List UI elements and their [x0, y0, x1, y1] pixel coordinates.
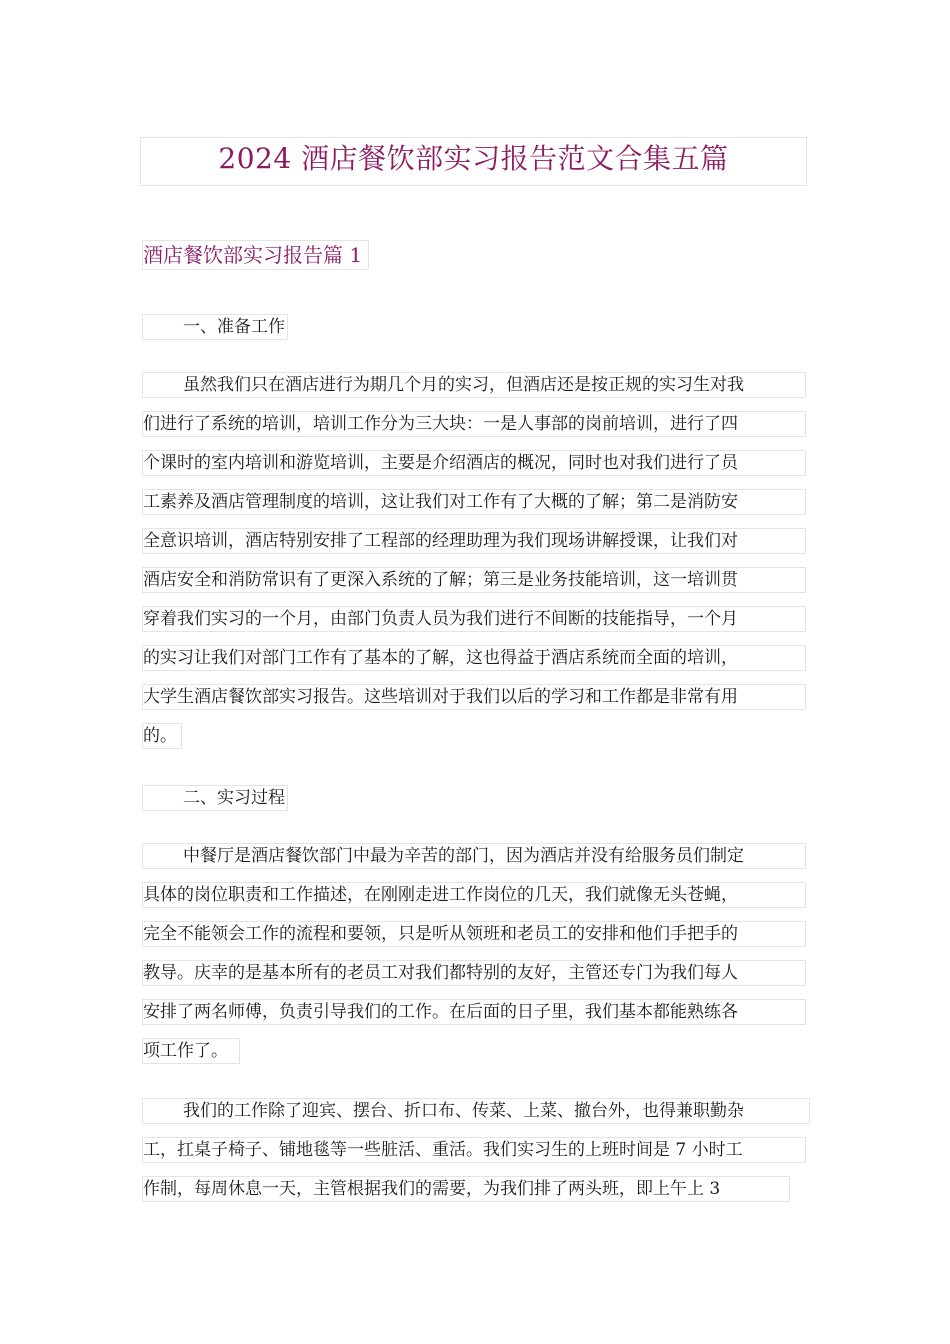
paragraph-line: 具体的岗位职责和工作描述，在刚刚走进工作岗位的几天，我们就像无头苍蝇，: [142, 882, 806, 908]
paragraph-line: 酒店安全和消防常识有了更深入系统的了解；第三是业务技能培训，这一培训贯: [142, 567, 806, 593]
paragraph-line: 虽然我们只在酒店进行为期几个月的实习，但酒店还是按正规的实习生对我: [142, 372, 806, 398]
paragraph-line: 全意识培训，酒店特别安排了工程部的经理助理为我们现场讲解授课，让我们对: [142, 528, 806, 554]
paragraph-line: 大学生酒店餐饮部实习报告。这些培训对于我们以后的学习和工作都是非常有用: [142, 684, 806, 710]
paragraph-line: 安排了两名师傅，负责引导我们的工作。在后面的日子里，我们基本都能熟练各: [142, 999, 806, 1025]
paragraph-line: 作制，每周休息一天，主管根据我们的需要，为我们排了两头班，即上午上 3: [142, 1176, 790, 1202]
paragraph-line: 教导。庆幸的是基本所有的老员工对我们都特别的友好，主管还专门为我们每人: [142, 960, 806, 986]
section-heading-preparation: 一、准备工作: [142, 314, 288, 340]
paragraph-line: 项工作了。: [142, 1038, 240, 1064]
paragraph-line: 中餐厅是酒店餐饮部门中最为辛苦的部门，因为酒店并没有给服务员们制定: [142, 843, 806, 869]
paragraph-line: 我们的工作除了迎宾、摆台、折口布、传菜、上菜、撤台外，也得兼职勤杂: [142, 1098, 810, 1124]
paragraph-line: 完全不能领会工作的流程和要领，只是听从领班和老员工的安排和他们手把手的: [142, 921, 806, 947]
paragraph-line: 工素养及酒店管理制度的培训，这让我们对工作有了大概的了解；第二是消防安: [142, 489, 806, 515]
document-subtitle: 酒店餐饮部实习报告篇 1: [142, 240, 369, 270]
paragraph-line: 工，扛桌子椅子、铺地毯等一些脏活、重活。我们实习生的上班时间是 7 小时工: [142, 1137, 806, 1163]
paragraph-line: 的。: [142, 723, 182, 749]
section-heading-internship-process: 二、实习过程: [142, 785, 288, 811]
paragraph-line: 个课时的室内培训和游览培训，主要是介绍酒店的概况，同时也对我们进行了员: [142, 450, 806, 476]
document-title: 2024 酒店餐饮部实习报告范文合集五篇: [140, 137, 807, 186]
paragraph-line: 们进行了系统的培训，培训工作分为三大块：一是人事部的岗前培训，进行了四: [142, 411, 806, 437]
paragraph-line: 的实习让我们对部门工作有了基本的了解，这也得益于酒店系统而全面的培训，: [142, 645, 806, 671]
paragraph-line: 穿着我们实习的一个月，由部门负责人员为我们进行不间断的技能指导，一个月: [142, 606, 806, 632]
